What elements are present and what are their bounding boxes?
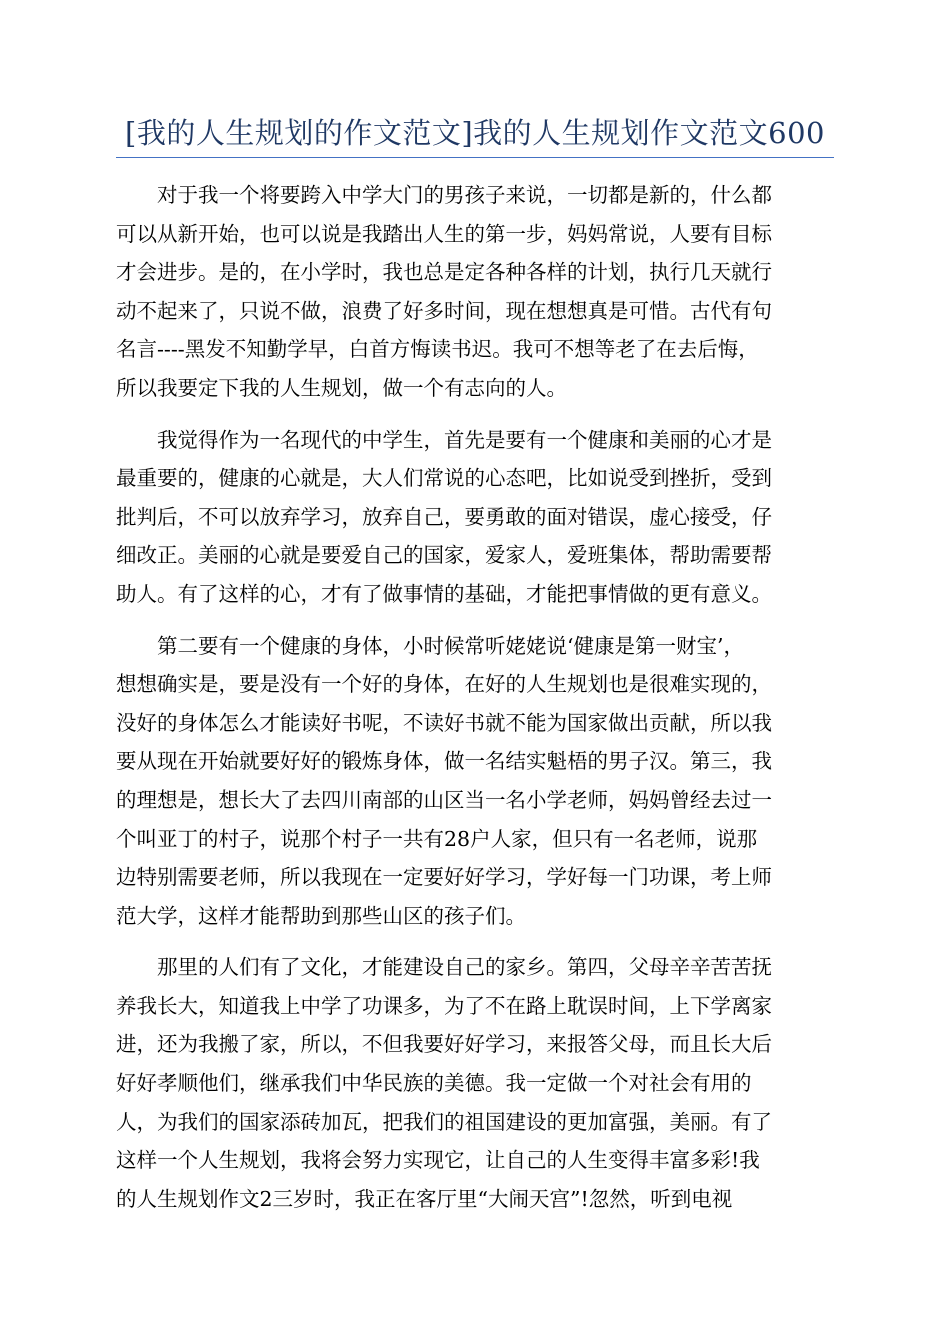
paragraph-line: 这样一个人生规划，我将会努力实现它，让自己的人生变得丰富多彩!我: [116, 1148, 760, 1173]
paragraph-line: 人，为我们的国家添砖加瓦，把我们的祖国建设的更加富强，美丽。有了: [116, 1109, 772, 1134]
paragraph-line: 要从现在开始就要好好的锻炼身体，做一名结实魁梧的男子汉。第三，我: [116, 749, 772, 774]
paragraph-line: 才会进步。是的，在小学时，我也总是定各种各样的计划，执行几天就行: [116, 260, 772, 285]
paragraph: [116, 176, 834, 408]
paragraph-line: 想想确实是，要是没有一个好的身体，在好的人生规划也是很难实现的，: [116, 672, 772, 697]
paragraph-line: 可以从新开始，也可以说是我踏出人生的第一步，妈妈常说，人要有目标: [116, 221, 772, 246]
paragraph-line: 好好孝顺他们，继承我们中华民族的美德。我一定做一个对社会有用的: [116, 1071, 752, 1096]
paragraph-line: 我觉得作为一名现代的中学生，首先是要有一个健康和美丽的心才是: [157, 427, 772, 452]
paragraph-line: 动不起来了，只说不做，浪费了好多时间，现在想想真是可惜。古代有句: [116, 298, 772, 323]
paragraph-line: 范大学，这样才能帮助到那些山区的孩子们。: [116, 903, 526, 928]
paragraph: [116, 948, 834, 1218]
document-title: [我的人生规划的作文范文]我的人生规划作文范文600: [125, 116, 825, 150]
paragraph-line: 最重要的，健康的心就是，大人们常说的心态吧，比如说受到挫折，受到: [116, 466, 772, 491]
paragraph-line: 助人。有了这样的心，才有了做事情的基础，才能把事情做的更有意义。: [116, 581, 772, 606]
title-underline: [116, 157, 834, 158]
paragraph-line: 所以我要定下我的人生规划，做一个有志向的人。: [116, 375, 567, 400]
paragraph-line: 的人生规划作文2三岁时，我正在客厅里“大闹天宫”!忽然，听到电视: [116, 1186, 733, 1211]
paragraph-line: 对于我一个将要跨入中学大门的男孩子来说，一切都是新的，什么都: [157, 183, 772, 207]
paragraph-line: 那里的人们有了文化，才能建设自己的家乡。第四，父母辛辛苦苦抚: [157, 955, 772, 980]
paragraph-line: 边特别需要老师，所以我现在一定要好好学习，学好每一门功课，考上师: [116, 865, 772, 890]
paragraph-line: 个叫亚丁的村子，说那个村子一共有28户人家，但只有一名老师，说那: [116, 826, 758, 851]
paragraph-line: 没好的身体怎么才能读好书呢，不读好书就不能为国家做出贡献，所以我: [116, 710, 772, 735]
paragraph-line: 批判后，不可以放弃学习，放弃自己，要勇敢的面对错误，虚心接受，仔: [116, 504, 772, 529]
paragraph: [116, 421, 834, 614]
document-body: [116, 176, 834, 1231]
paragraph-line: 第二要有一个健康的身体，小时候常听姥姥说‘健康是第一财宝’，: [157, 633, 745, 658]
paragraph-line: 进，还为我搬了家，所以，不但我要好好学习，来报答父母，而且长大后: [116, 1032, 772, 1057]
paragraph: [116, 627, 834, 936]
paragraph-line: 名言----黑发不知勤学早，白首方悔读书迟。我可不想等老了在去后悔，: [116, 337, 759, 362]
paragraph-line: 细改正。美丽的心就是要爱自己的国家，爱家人，爱班集体，帮助需要帮: [116, 543, 772, 568]
paragraph-line: 养我长大，知道我上中学了功课多，为了不在路上耽误时间，上下学离家: [116, 993, 772, 1018]
paragraph-line: 的理想是，想长大了去四川南部的山区当一名小学老师，妈妈曾经去过一: [116, 787, 772, 812]
